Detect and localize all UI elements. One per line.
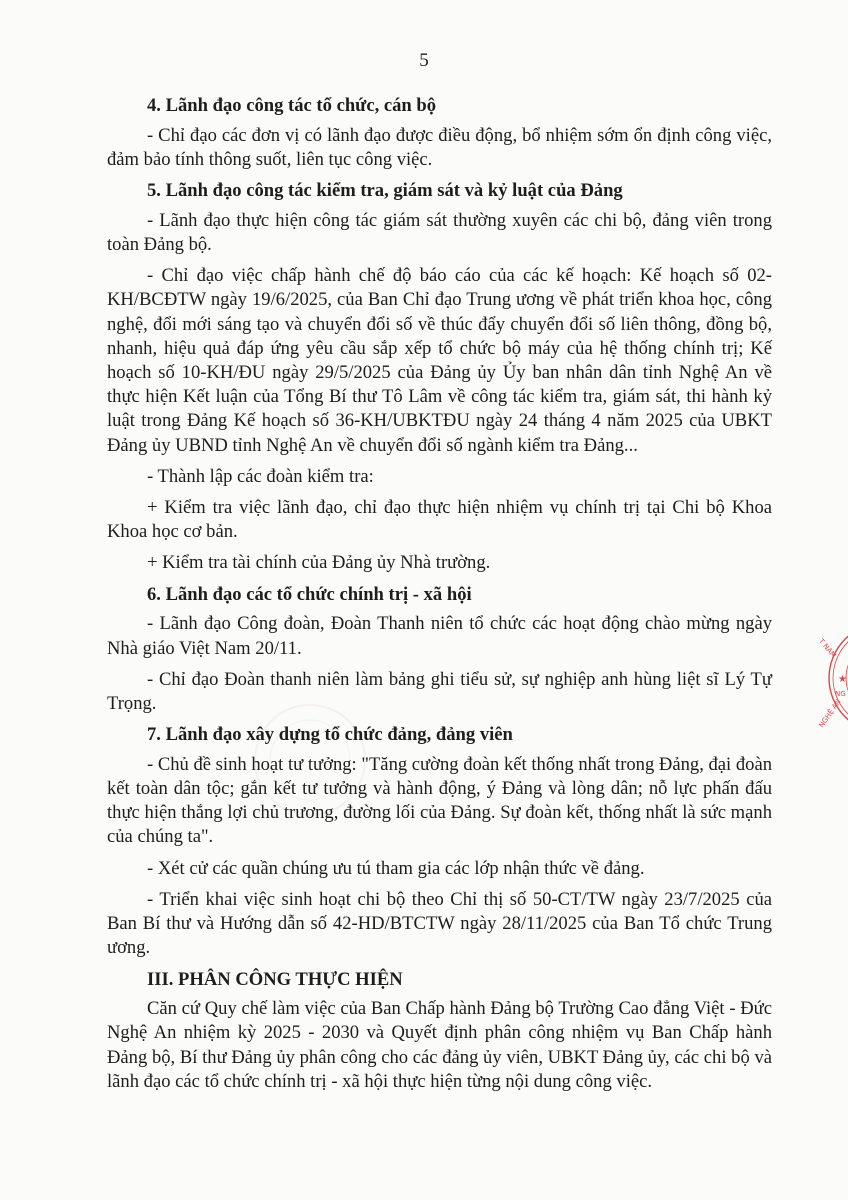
- section-6-heading: 6. Lãnh đạo các tổ chức chính trị - xã hội: [147, 583, 472, 605]
- stamp-text-bottom: NGHỆ AN: [817, 697, 843, 730]
- section-7-paragraph: - Chủ đề sinh hoạt tư tưởng: "Tăng cường đoàn kết thống nhất trong Đảng, đại đoàn kết toàn dân tộc; gắn kết tư tưởng và hành động, ý Đảng và lòng dân; nỗ lực phấn đấu thực hiện thắng lợi chủ trương, đường lối của Đảng. Sự đoàn kết, thống nhất là sức mạnh của chúng ta".: [107, 753, 773, 848]
- stamp-text-top: T NAM: [817, 637, 838, 660]
- section-5-paragraph: - Thành lập các đoàn kiểm tra:: [147, 465, 374, 487]
- section-6-paragraph: - Lãnh đạo Công đoàn, Đoàn Thanh niên tổ chức các hoạt động chào mừng ngày Nhà giáo Việt Nam 20/11.: [107, 613, 772, 659]
- section-7-heading: 7. Lãnh đạo xây dựng tổ chức đảng, đảng viên: [147, 724, 513, 746]
- section-7-paragraph: - Triển khai việc sinh hoạt chi bộ theo Chỉ thị số 50-CT/TW ngày 23/7/2025 của Ban Bí thư và Hướng dẫn số 42-HD/BTCTW ngày 28/11/2025 của Ban Tổ chức Trung ương.: [107, 888, 772, 959]
- section-4-paragraph: - Chỉ đạo các đơn vị có lãnh đạo được điều động, bổ nhiệm sớm ổn định công việc, đảm bảo tính thông suốt, liên tục công việc.: [107, 124, 772, 170]
- section-5-paragraph: - Lãnh đạo thực hiện công tác giám sát thường xuyên các chi bộ, đảng viên trong toàn Đảng bộ.: [107, 209, 772, 256]
- red-seal-stamp: [808, 622, 848, 734]
- page-number: 5: [419, 50, 429, 71]
- faint-seal-shadow: [250, 700, 370, 820]
- stamp-text-mid: NG: [835, 690, 846, 698]
- section-7-paragraph: - Xét cử các quần chúng ưu tú tham gia các lớp nhận thức về đảng.: [147, 857, 645, 879]
- section-iii-paragraph: Căn cứ Quy chế làm việc của Ban Chấp hành Đảng bộ Trường Cao đẳng Việt - Đức Nghệ An nhiệm kỳ 2025 - 2030 và Quyết định phân công nhiệm vụ Ban Chấp hành Đảng bộ, Bí thư Đảng ủy phân công cho các đảng ủy viên, UBKT Đảng ủy, các chi bộ và lãnh đạo các tổ chức chính trị - xã hội thực hiện từng nội dung công việc.: [107, 998, 772, 1092]
- section-6-paragraph: - Chỉ đạo Đoàn thanh niên làm bảng ghi tiểu sử, sự nghiệp anh hùng liệt sĩ Lý Tự Trọng.: [107, 668, 772, 714]
- section-5-heading: 5. Lãnh đạo công tác kiểm tra, giám sát và kỷ luật của Đảng: [147, 180, 623, 202]
- document-body: [107, 94, 772, 1101]
- section-4-heading: 4. Lãnh đạo công tác tổ chức, cán bộ: [147, 95, 437, 116]
- stamp-star-icon: ★: [838, 674, 847, 685]
- section-iii-heading: III. PHÂN CÔNG THỰC HIỆN: [147, 968, 403, 990]
- section-5-paragraph: - Chỉ đạo việc chấp hành chế độ báo cáo của các kế hoạch: Kế hoạch số 02-KH/BCĐTW ngày 19/6/2025, của Ban Chỉ đạo Trung ương về phát triển khoa học, công nghệ, đổi mới sáng tạo và chuyển đổi số về thúc đẩy chuyển đổi số liên thông, đồng bộ, nhanh, hiệu quả đáp ứng yêu cầu sắp xếp tổ chức bộ máy của hệ thống chính trị; Kế hoạch số 10-KH/ĐU ngày 29/5/2025 của Đảng ủy Ủy ban nhân dân tỉnh Nghệ An về thực hiện Kết luận của Tổng Bí thư Tô Lâm về công tác kiểm tra, giám sát, thi hành kỷ luật trong Đảng Kế hoạch số 36-KH/UBKTĐU ngày 24 tháng 4 năm 2025 của UBKT Đảng ủy UBND tỉnh Nghệ An về chuyển đổi số ngành kiểm tra Đảng...: [107, 265, 772, 456]
- section-5-paragraph: + Kiểm tra tài chính của Đảng ủy Nhà trường.: [147, 552, 491, 574]
- section-5-paragraph: + Kiểm tra việc lãnh đạo, chỉ đạo thực hiện nhiệm vụ chính trị tại Chi bộ Khoa Khoa học cơ bản.: [107, 497, 772, 543]
